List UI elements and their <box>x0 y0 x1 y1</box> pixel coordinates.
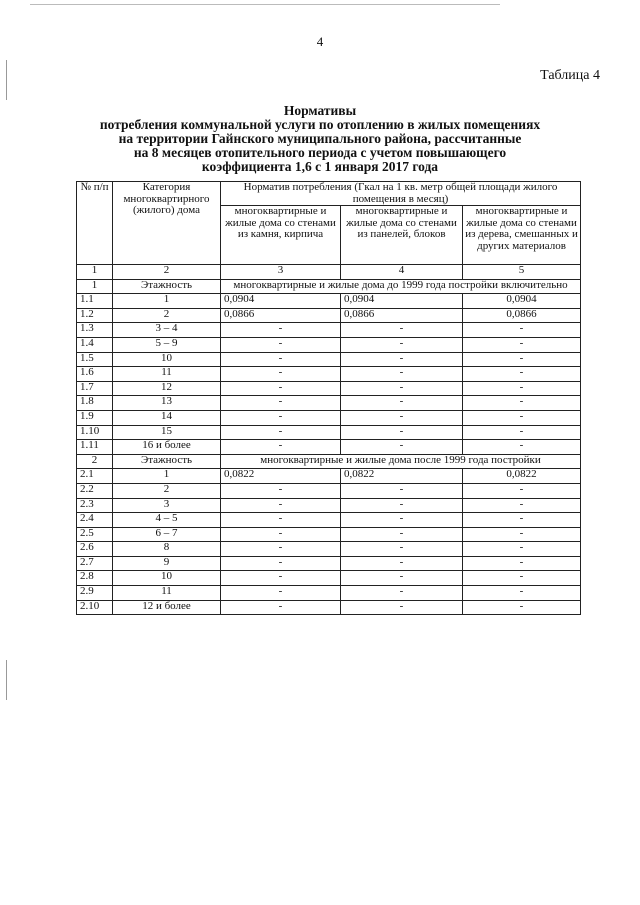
row-category: 3 – 4 <box>113 323 221 338</box>
row-value-panel: - <box>341 513 463 528</box>
section-num: 2 <box>77 454 113 469</box>
row-value-stone: - <box>221 571 341 586</box>
title-line: Нормативы <box>283 103 357 118</box>
row-num: 2.10 <box>77 600 113 615</box>
table-row <box>77 440 581 455</box>
row-num: 1.1 <box>77 294 113 309</box>
row-value-panel: - <box>341 498 463 513</box>
page-number: 4 <box>316 34 324 49</box>
row-num: 1.5 <box>77 352 113 367</box>
header-category: Категория многоквартирного (жилого) дома <box>113 182 221 265</box>
table-row <box>77 352 581 367</box>
row-value-panel: - <box>341 410 463 425</box>
row-value-stone: - <box>221 323 341 338</box>
row-num: 2.9 <box>77 586 113 601</box>
row-value-panel: - <box>341 556 463 571</box>
row-value-wood: - <box>463 396 581 411</box>
row-category: 1 <box>113 469 221 484</box>
row-value-stone: - <box>221 542 341 557</box>
row-category: 16 и более <box>113 440 221 455</box>
section-desc: многоквартирные и жилые дома до 1999 года постройки включительно <box>221 279 581 294</box>
row-value-wood: - <box>463 337 581 352</box>
row-value-stone: 0,0866 <box>221 308 341 323</box>
table-row <box>77 483 581 498</box>
row-value-wood: - <box>463 527 581 542</box>
row-num: 1.11 <box>77 440 113 455</box>
row-category: 12 и более <box>113 600 221 615</box>
row-value-stone: - <box>221 527 341 542</box>
row-value-panel: - <box>341 542 463 557</box>
row-value-stone: - <box>221 600 341 615</box>
row-num: 1.8 <box>77 396 113 411</box>
row-value-panel: - <box>341 571 463 586</box>
row-value-stone: - <box>221 483 341 498</box>
table-row <box>77 600 581 615</box>
row-value-panel: - <box>341 337 463 352</box>
row-value-wood: - <box>463 571 581 586</box>
table-row <box>77 294 581 309</box>
row-value-stone: - <box>221 337 341 352</box>
table-row <box>77 542 581 557</box>
row-value-panel: 0,0866 <box>341 308 463 323</box>
row-value-wood: 0,0866 <box>463 308 581 323</box>
row-value-panel: 0,0904 <box>341 294 463 309</box>
col-number: 5 <box>463 265 581 280</box>
row-value-wood: - <box>463 410 581 425</box>
table-row <box>77 527 581 542</box>
row-num: 2.5 <box>77 527 113 542</box>
row-value-wood: - <box>463 352 581 367</box>
row-category: 15 <box>113 425 221 440</box>
row-value-panel: - <box>341 367 463 382</box>
row-value-wood: - <box>463 556 581 571</box>
table-row <box>77 498 581 513</box>
row-num: 2.8 <box>77 571 113 586</box>
row-num: 1.3 <box>77 323 113 338</box>
table-row <box>77 396 581 411</box>
col-number: 1 <box>77 265 113 280</box>
title-line: коэффициента 1,6 с 1 января 2017 года <box>201 159 439 174</box>
table-row <box>77 337 581 352</box>
row-num: 1.2 <box>77 308 113 323</box>
row-category: 1 <box>113 294 221 309</box>
table-row <box>77 556 581 571</box>
header-sub-stone: многоквартирные и жилые дома со стенами из камня, кирпича <box>221 206 341 265</box>
row-num: 2.2 <box>77 483 113 498</box>
row-num: 2.3 <box>77 498 113 513</box>
row-value-stone: - <box>221 381 341 396</box>
row-value-wood: - <box>463 600 581 615</box>
row-value-stone: - <box>221 367 341 382</box>
header-sub-panel: многоквартирные и жилые дома со стенами из панелей, блоков <box>341 206 463 265</box>
row-value-stone: - <box>221 513 341 528</box>
row-value-panel: - <box>341 323 463 338</box>
row-category: 2 <box>113 483 221 498</box>
table-row <box>77 513 581 528</box>
row-num: 1.10 <box>77 425 113 440</box>
title-line: на 8 месяцев отопительного периода с учетом повышающего <box>133 145 507 160</box>
row-value-wood: - <box>463 483 581 498</box>
table-row <box>77 586 581 601</box>
row-value-panel: - <box>341 425 463 440</box>
scan-top-edge <box>30 4 500 5</box>
row-value-stone: - <box>221 410 341 425</box>
scan-edge-mark <box>6 60 7 100</box>
header-sub-wood: многоквартирные и жилые дома со стенами из дерева, смешанных и других материалов <box>463 206 581 265</box>
row-value-wood: - <box>463 425 581 440</box>
row-value-wood: - <box>463 498 581 513</box>
row-num: 1.4 <box>77 337 113 352</box>
row-value-panel: - <box>341 440 463 455</box>
row-category: 11 <box>113 367 221 382</box>
row-value-stone: 0,0904 <box>221 294 341 309</box>
row-value-wood: 0,0904 <box>463 294 581 309</box>
norms-table <box>76 181 581 615</box>
table-row <box>77 308 581 323</box>
row-value-stone: - <box>221 556 341 571</box>
row-category: 12 <box>113 381 221 396</box>
scan-edge-mark <box>6 660 7 700</box>
table-row <box>77 425 581 440</box>
table-row <box>77 469 581 484</box>
table-row <box>77 367 581 382</box>
row-category: 9 <box>113 556 221 571</box>
row-value-stone: - <box>221 352 341 367</box>
document-title <box>70 104 570 174</box>
row-category: 4 – 5 <box>113 513 221 528</box>
row-value-wood: - <box>463 440 581 455</box>
row-category: 6 – 7 <box>113 527 221 542</box>
row-value-stone: - <box>221 498 341 513</box>
table-row <box>77 323 581 338</box>
col-number: 2 <box>113 265 221 280</box>
row-num: 2.1 <box>77 469 113 484</box>
title-line: потребления коммунальной услуги по отоплению в жилых помещениях <box>99 117 541 132</box>
section-desc: многоквартирные и жилые дома после 1999 года постройки <box>221 454 581 469</box>
row-num: 2.6 <box>77 542 113 557</box>
row-value-panel: - <box>341 483 463 498</box>
col-number: 4 <box>341 265 463 280</box>
section-label: Этажность <box>113 279 221 294</box>
row-category: 2 <box>113 308 221 323</box>
row-value-panel: - <box>341 396 463 411</box>
header-norm: Норматив потребления (Гкал на 1 кв. метр общей площади жилого помещения в месяц) <box>221 182 581 206</box>
row-num: 1.9 <box>77 410 113 425</box>
row-category: 8 <box>113 542 221 557</box>
col-number: 3 <box>221 265 341 280</box>
row-value-panel: - <box>341 352 463 367</box>
section-label: Этажность <box>113 454 221 469</box>
row-category: 14 <box>113 410 221 425</box>
row-value-wood: - <box>463 367 581 382</box>
row-value-stone: - <box>221 586 341 601</box>
table-label: Таблица 4 <box>540 68 600 83</box>
row-value-panel: - <box>341 600 463 615</box>
row-num: 2.7 <box>77 556 113 571</box>
section-num: 1 <box>77 279 113 294</box>
row-value-stone: 0,0822 <box>221 469 341 484</box>
title-line: на территории Гайнского муниципального района, рассчитанные <box>118 131 522 146</box>
row-value-wood: 0,0822 <box>463 469 581 484</box>
row-value-wood: - <box>463 542 581 557</box>
table-row <box>77 381 581 396</box>
row-category: 10 <box>113 352 221 367</box>
row-value-panel: - <box>341 527 463 542</box>
row-num: 1.6 <box>77 367 113 382</box>
row-category: 3 <box>113 498 221 513</box>
row-category: 11 <box>113 586 221 601</box>
row-value-wood: - <box>463 513 581 528</box>
row-value-panel: 0,0822 <box>341 469 463 484</box>
row-value-wood: - <box>463 381 581 396</box>
row-value-stone: - <box>221 440 341 455</box>
row-value-stone: - <box>221 396 341 411</box>
header-num: № п/п <box>77 182 113 265</box>
row-value-wood: - <box>463 586 581 601</box>
table-row <box>77 410 581 425</box>
row-value-panel: - <box>341 381 463 396</box>
row-category: 5 – 9 <box>113 337 221 352</box>
table-row <box>77 571 581 586</box>
row-value-wood: - <box>463 323 581 338</box>
row-value-stone: - <box>221 425 341 440</box>
row-num: 2.4 <box>77 513 113 528</box>
row-num: 1.7 <box>77 381 113 396</box>
row-category: 10 <box>113 571 221 586</box>
row-value-panel: - <box>341 586 463 601</box>
row-category: 13 <box>113 396 221 411</box>
